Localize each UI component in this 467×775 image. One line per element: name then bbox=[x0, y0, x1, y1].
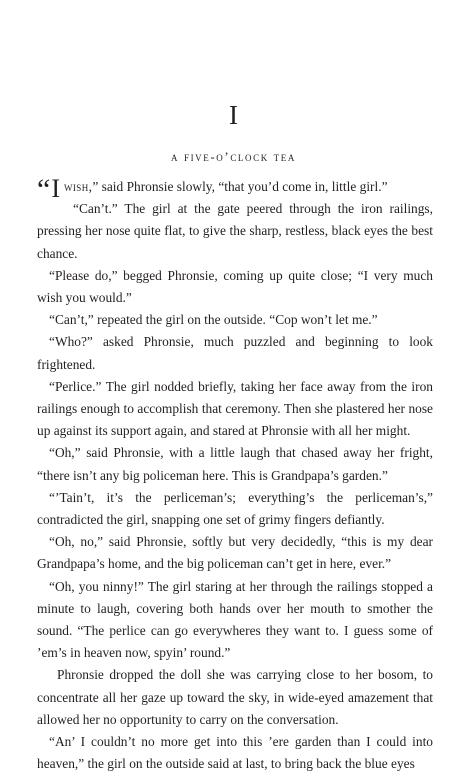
drop-cap-letter: I bbox=[51, 174, 60, 203]
paragraph-1 bbox=[37, 173, 433, 265]
paragraph-11: “An’ I couldn’t no more get into this ’ere garden than I could into heaven,” the girl on the outside said at last, to bring back the blue eyes bbox=[37, 734, 433, 772]
paragraph-8: “Oh, no,” said Phronsie, softly but very decidedly, “this is my dear Grandpapa’s home, and the big policeman can’t get in here, ever.” bbox=[37, 534, 433, 572]
paragraph-1-continuation: “Can’t.” The girl at the gate peered through the iron railings, pressing her nose quite flat, to give the sharp, restless, black eyes the best chance. bbox=[37, 201, 433, 261]
paragraph-10: Phronsie dropped the doll she was carrying close to her bosom, to concentrate all her gaze up toward the sky, in wide-eyed amazement that allowed her no opportunity to carry on the conversation. bbox=[37, 667, 433, 727]
chapter-title: a five-o’clock tea bbox=[171, 149, 296, 164]
opening-quote-mark: “ bbox=[37, 173, 51, 206]
paragraph-1-text: ” said Phronsie slowly, “that you’d come in, little girl.” bbox=[92, 179, 388, 194]
paragraph-5: “Perlice.” The girl nodded briefly, taking her face away from the iron railings enough to accomplish that ceremony. Then she plastered her nose up against its support again, and stared at Phronsie with all her might. bbox=[37, 378, 433, 439]
paragraph-2: “Please do,” begged Phronsie, coming up quite close; “I very much wish you would.” bbox=[37, 267, 433, 306]
paragraph-7: “’Tain’t, it’s the perliceman’s; everything’s the perliceman’s,” contradicted the girl, snapping one set of grimy fingers defiantly. bbox=[37, 489, 433, 528]
paragraph-9: “Oh, you ninny!” The girl staring at her through the railings stopped a minute to laugh, covering both hands over her mouth to smother the sound. “The perlice can go everywheres they want to. I guess some of ’em’s in heaven now, spyin’ round.” bbox=[37, 578, 433, 661]
opening-small-caps: wish, bbox=[64, 179, 93, 194]
chapter-body bbox=[37, 173, 433, 775]
paragraph-4: “Who?” asked Phronsie, much puzzled and beginning to look frightened. bbox=[37, 334, 433, 372]
paragraph-6: “Oh,” said Phronsie, with a little laugh that chased away her fright, “there isn’t any big policeman here. This is Grandpapa’s garden.” bbox=[37, 445, 433, 483]
paragraph-3: “Can’t,” repeated the girl on the outside. “Cop won’t let me.” bbox=[49, 312, 378, 328]
chapter-number: I bbox=[229, 100, 238, 130]
